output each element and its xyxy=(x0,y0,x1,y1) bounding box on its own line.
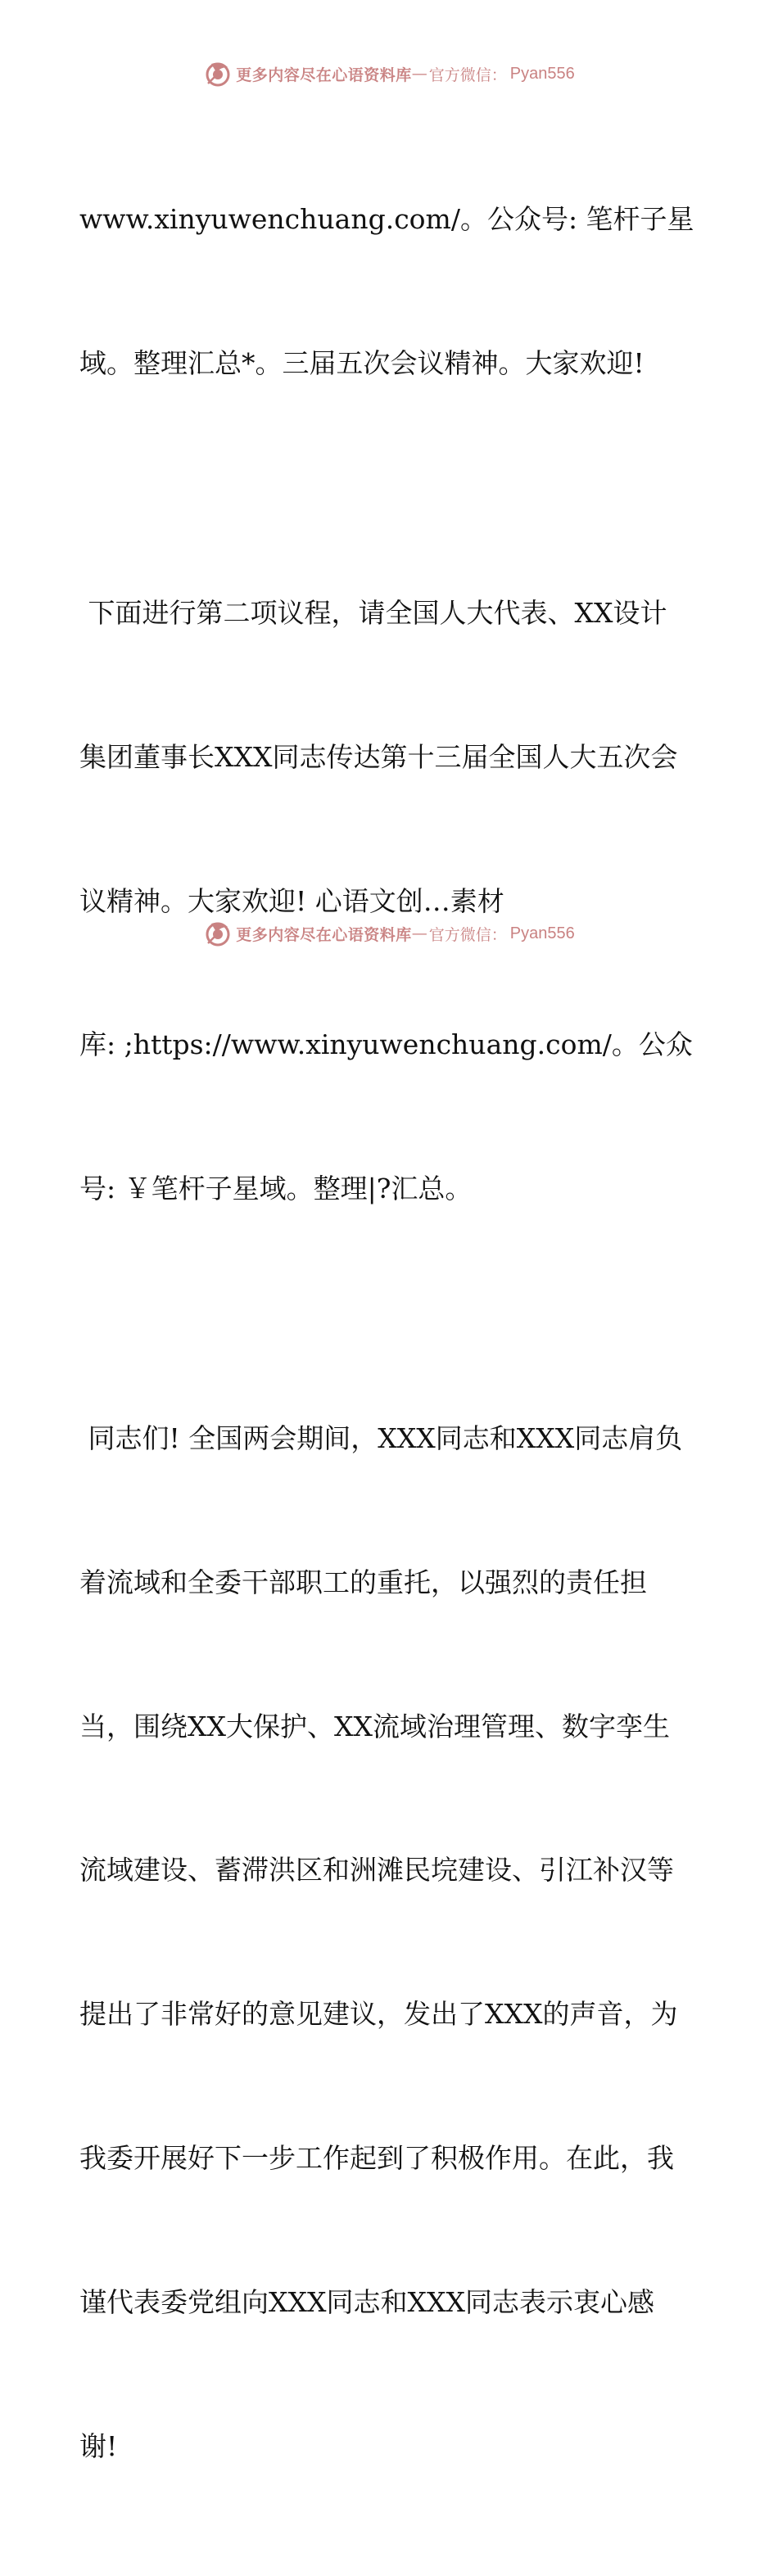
text-line: www.xinyuwenchuang.com/。公众号: 笔杆子星 xyxy=(79,203,694,236)
text-line: 下面进行第二项议程，请全国人大代表、XX设计 xyxy=(79,596,667,629)
text-line: 谨代表委党组向XXX同志和XXX同志表示衷心感 xyxy=(79,2285,654,2318)
banner-separator: — xyxy=(411,924,427,942)
quill-logo-icon xyxy=(203,59,233,88)
text-line: 流域建设、蓄滞洪区和洲滩民垸建设、引江补汉等 xyxy=(79,1854,674,1887)
banner-wechat-id: Pyan556 xyxy=(509,924,575,942)
quill-logo-icon xyxy=(203,919,233,948)
text-line: 库: ;https://www.xinyuwenchuang.com/。公众 xyxy=(79,1028,693,1061)
banner-main-text: 更多内容尽在心语资料库 xyxy=(236,925,412,944)
footer-banner xyxy=(0,915,778,951)
header-banner xyxy=(0,56,778,92)
text-line: 号: ￥笔杆子星域。整理|?汇总。 xyxy=(79,1173,473,1205)
text-line: 我委开展好下一步工作起到了积极作用。在此，我 xyxy=(79,2141,674,2174)
text-line: 当，围绕XX大保护、XX流域治理管理、数字孪生 xyxy=(79,1710,670,1742)
text-line: 议精神。大家欢迎! 心语文创…素材 xyxy=(79,884,504,917)
paragraph-2 xyxy=(79,494,702,1309)
paragraph-1 xyxy=(79,100,702,484)
banner-wechat-id: Pyan556 xyxy=(509,64,575,83)
text-line: 同志们! 全国两会期间，XXX同志和XXX同志肩负 xyxy=(79,1422,683,1455)
text-line: 域。整理汇总*。三届五次会议精神。大家欢迎! xyxy=(79,346,645,379)
banner-label: 官方微信： xyxy=(428,66,507,84)
text-line: 提出了非常好的意见建议，发出了XXX的声音，为 xyxy=(79,1998,678,2031)
paragraph-3 xyxy=(79,1319,702,2566)
banner-separator: — xyxy=(411,65,427,83)
banner-label: 官方微信： xyxy=(428,925,507,944)
text-line: 着流域和全委干部职工的重托，以强烈的责任担 xyxy=(79,1566,647,1598)
document-body xyxy=(79,100,702,2576)
text-line: 集团董事长XXX同志传达第十三届全国人大五次会 xyxy=(79,740,678,773)
banner-main-text: 更多内容尽在心语资料库 xyxy=(236,66,412,84)
text-line: 谢! xyxy=(79,2429,118,2462)
